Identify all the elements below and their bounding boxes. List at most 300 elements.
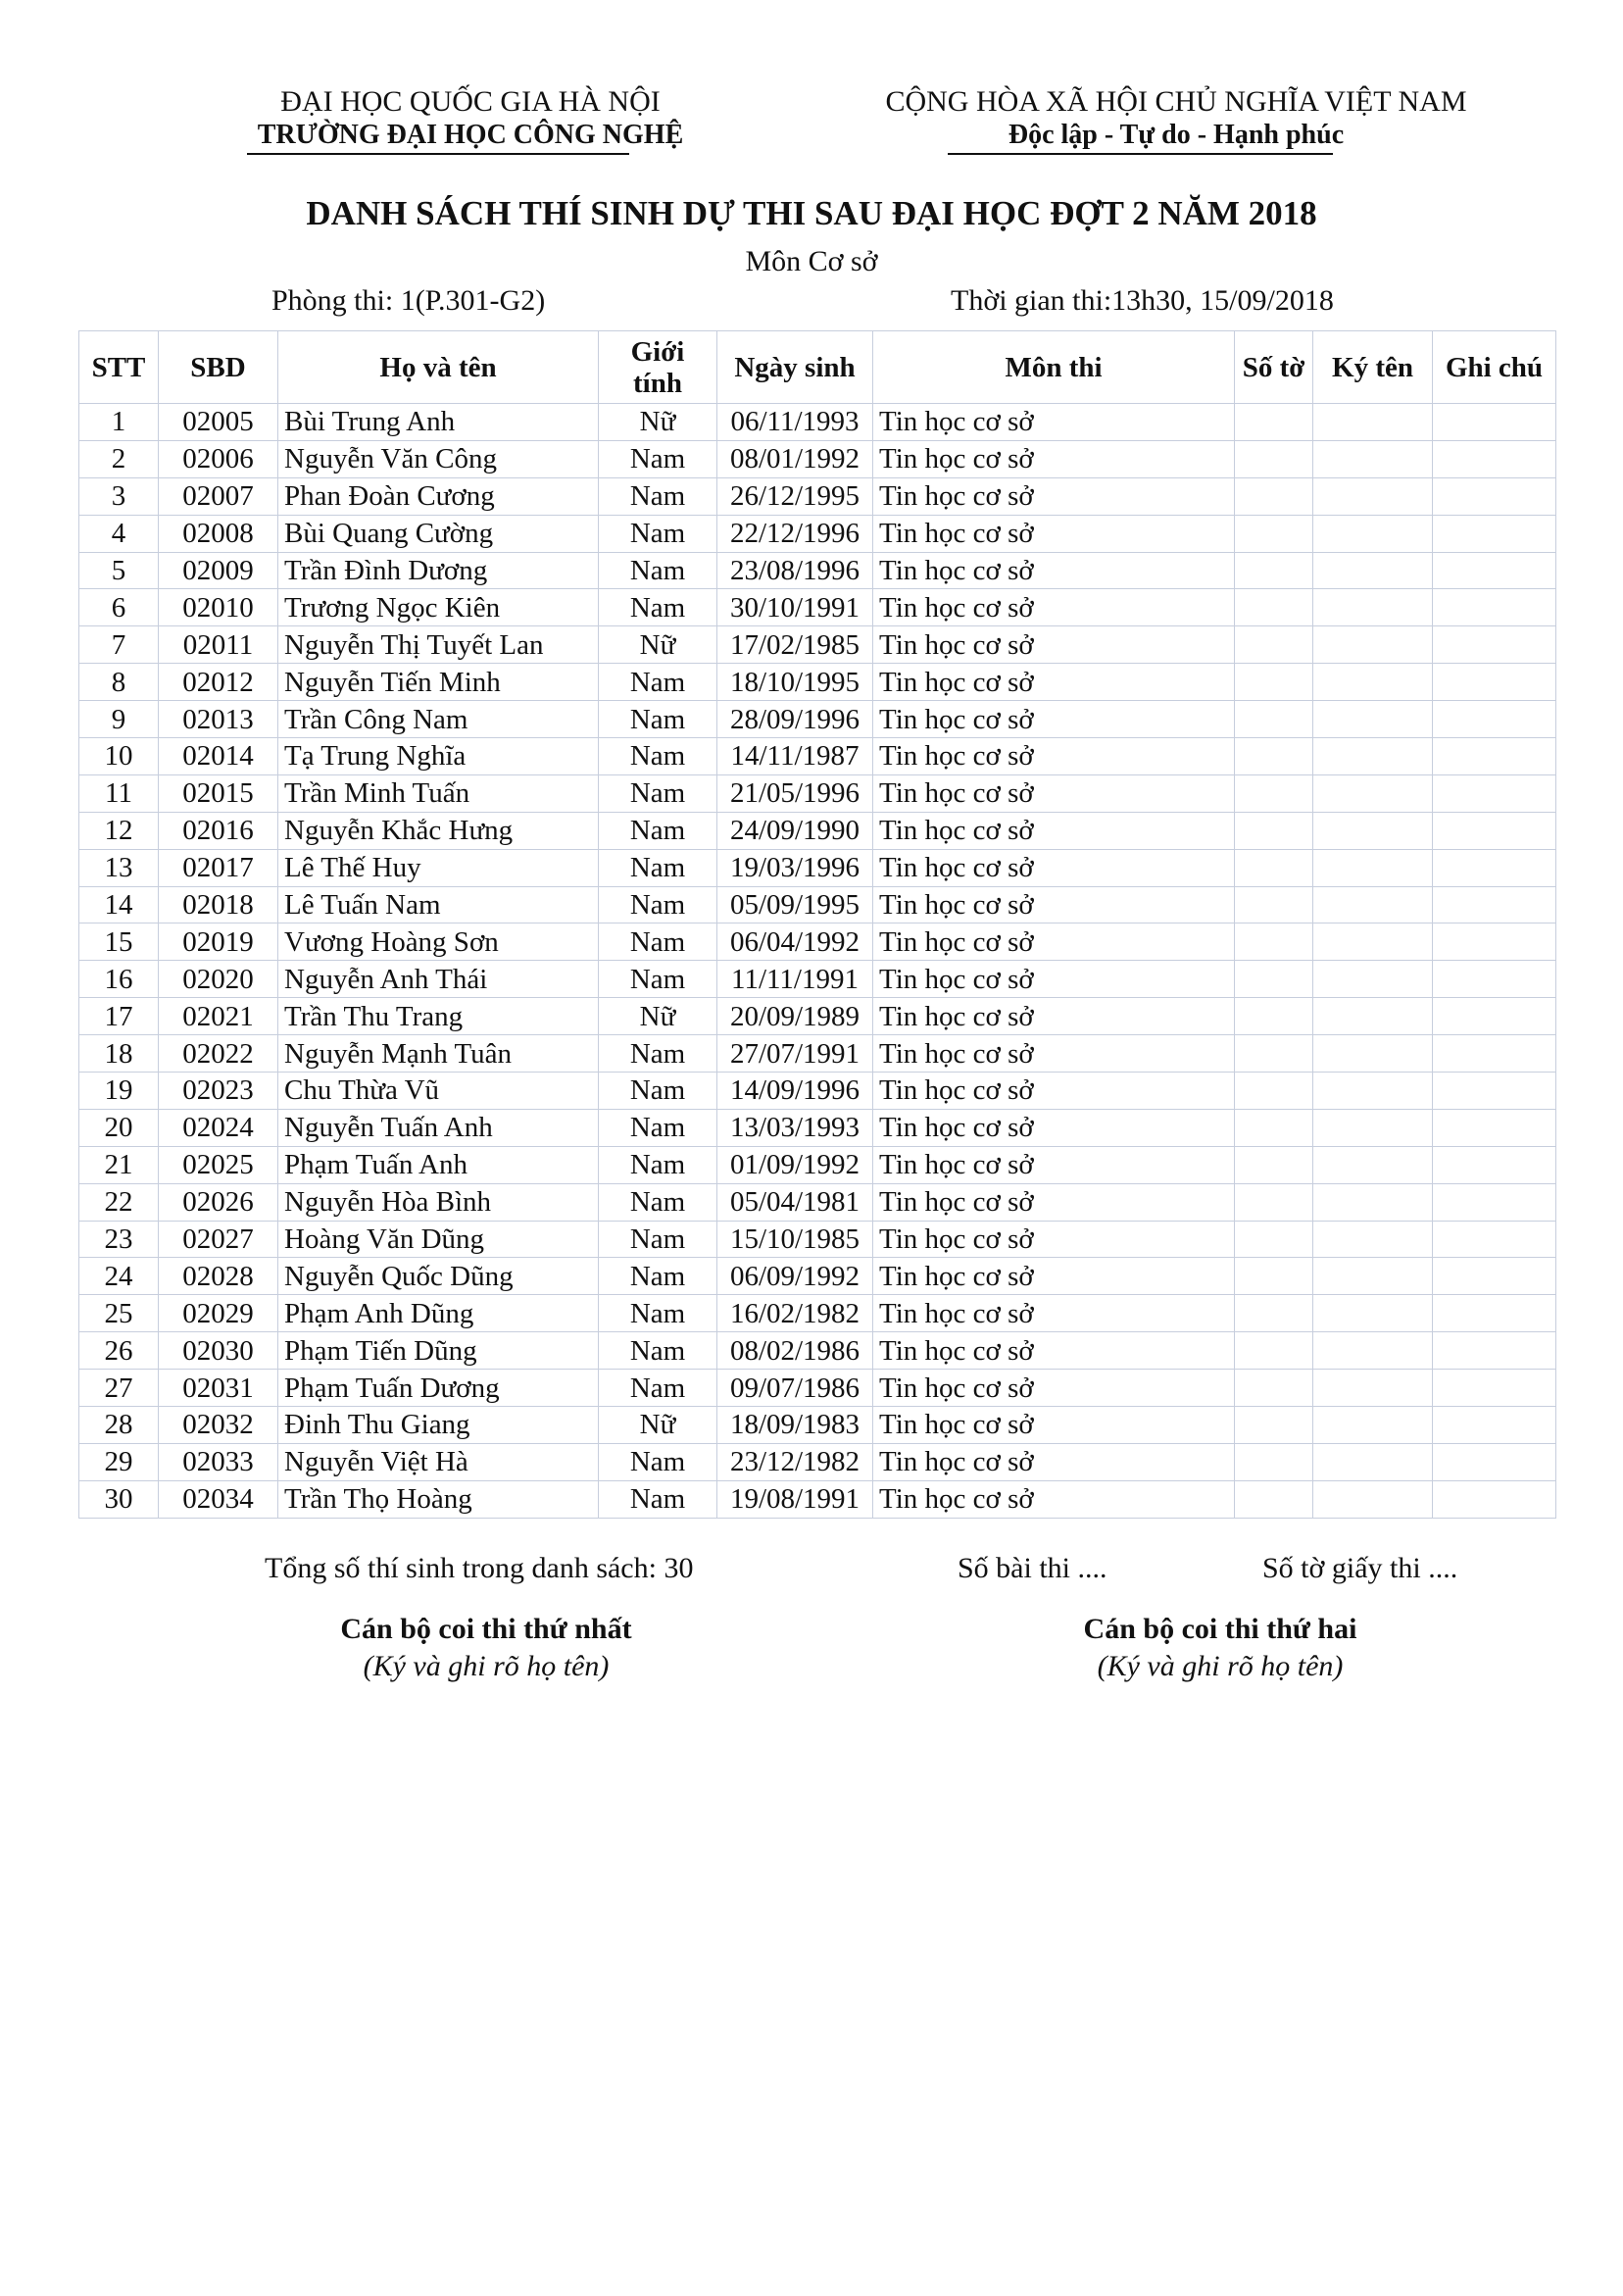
cell-sbd: 02029 bbox=[159, 1295, 278, 1332]
cell-subject: Tin học cơ sở bbox=[873, 1183, 1235, 1221]
cell-stt: 18 bbox=[79, 1035, 159, 1073]
cell-sheets bbox=[1235, 998, 1313, 1035]
cell-name: Nguyễn Tiến Minh bbox=[278, 664, 599, 701]
cell-sbd: 02034 bbox=[159, 1480, 278, 1518]
candidate-table bbox=[78, 330, 1556, 1519]
cell-name: Phạm Anh Dũng bbox=[278, 1295, 599, 1332]
cell-signature bbox=[1313, 738, 1433, 775]
cell-name: Lê Tuấn Nam bbox=[278, 886, 599, 923]
cell-birthdate: 23/12/1982 bbox=[717, 1443, 873, 1480]
cell-stt: 15 bbox=[79, 923, 159, 961]
cell-subject: Tin học cơ sở bbox=[873, 812, 1235, 849]
cell-subject: Tin học cơ sở bbox=[873, 515, 1235, 552]
cell-signature bbox=[1313, 1073, 1433, 1110]
cell-signature bbox=[1313, 1109, 1433, 1146]
cell-sbd: 02013 bbox=[159, 701, 278, 738]
cell-stt: 17 bbox=[79, 998, 159, 1035]
cell-gender: Nam bbox=[599, 1443, 717, 1480]
cell-gender: Nam bbox=[599, 1480, 717, 1518]
table-row bbox=[79, 1073, 1556, 1110]
cell-subject: Tin học cơ sở bbox=[873, 849, 1235, 886]
cell-signature bbox=[1313, 589, 1433, 626]
cell-note bbox=[1433, 515, 1556, 552]
cell-subject: Tin học cơ sở bbox=[873, 626, 1235, 664]
cell-name: Nguyễn Tuấn Anh bbox=[278, 1109, 599, 1146]
nation-motto: Độc lập - Tự do - Hạnh phúc bbox=[1008, 120, 1345, 150]
cell-sheets bbox=[1235, 626, 1313, 664]
cell-gender: Nam bbox=[599, 1073, 717, 1110]
cell-name: Vương Hoàng Sơn bbox=[278, 923, 599, 961]
col-header-name: Họ và tên bbox=[278, 331, 599, 404]
cell-birthdate: 13/03/1993 bbox=[717, 1109, 873, 1146]
cell-signature bbox=[1313, 849, 1433, 886]
cell-note bbox=[1433, 774, 1556, 812]
cell-note bbox=[1433, 1146, 1556, 1183]
cell-stt: 3 bbox=[79, 477, 159, 515]
proctor2-note: (Ký và ghi rõ họ tên) bbox=[1097, 1650, 1344, 1682]
table-row bbox=[79, 1146, 1556, 1183]
cell-birthdate: 11/11/1991 bbox=[717, 961, 873, 998]
table-row bbox=[79, 1258, 1556, 1295]
table-row bbox=[79, 1407, 1556, 1444]
table-row bbox=[79, 961, 1556, 998]
cell-sheets bbox=[1235, 1109, 1313, 1146]
cell-stt: 8 bbox=[79, 664, 159, 701]
cell-sbd: 02030 bbox=[159, 1332, 278, 1370]
cell-sbd: 02019 bbox=[159, 923, 278, 961]
col-header-subject: Môn thi bbox=[873, 331, 1235, 404]
cell-name: Nguyễn Việt Hà bbox=[278, 1443, 599, 1480]
cell-sheets bbox=[1235, 552, 1313, 589]
cell-birthdate: 28/09/1996 bbox=[717, 701, 873, 738]
cell-sbd: 02009 bbox=[159, 552, 278, 589]
table-row bbox=[79, 1221, 1556, 1258]
cell-subject: Tin học cơ sở bbox=[873, 1035, 1235, 1073]
cell-birthdate: 05/09/1995 bbox=[717, 886, 873, 923]
cell-name: Hoàng Văn Dũng bbox=[278, 1221, 599, 1258]
cell-gender: Nữ bbox=[599, 1407, 717, 1444]
cell-signature bbox=[1313, 552, 1433, 589]
cell-gender: Nam bbox=[599, 1258, 717, 1295]
cell-subject: Tin học cơ sở bbox=[873, 1480, 1235, 1518]
cell-birthdate: 08/01/1992 bbox=[717, 440, 873, 477]
cell-sbd: 02032 bbox=[159, 1407, 278, 1444]
table-row bbox=[79, 664, 1556, 701]
cell-birthdate: 19/03/1996 bbox=[717, 849, 873, 886]
cell-note bbox=[1433, 1183, 1556, 1221]
cell-sbd: 02027 bbox=[159, 1221, 278, 1258]
cell-gender: Nữ bbox=[599, 404, 717, 441]
cell-note bbox=[1433, 664, 1556, 701]
cell-signature bbox=[1313, 1443, 1433, 1480]
cell-note bbox=[1433, 1332, 1556, 1370]
cell-stt: 6 bbox=[79, 589, 159, 626]
faculty-name: TRƯỜNG ĐẠI HỌC CÔNG NGHỆ bbox=[257, 120, 684, 150]
cell-gender: Nam bbox=[599, 1109, 717, 1146]
cell-signature bbox=[1313, 664, 1433, 701]
table-row bbox=[79, 886, 1556, 923]
cell-gender: Nam bbox=[599, 849, 717, 886]
cell-name: Nguyễn Anh Thái bbox=[278, 961, 599, 998]
cell-note bbox=[1433, 477, 1556, 515]
cell-note bbox=[1433, 1295, 1556, 1332]
cell-name: Trần Minh Tuấn bbox=[278, 774, 599, 812]
cell-subject: Tin học cơ sở bbox=[873, 1443, 1235, 1480]
cell-birthdate: 08/02/1986 bbox=[717, 1332, 873, 1370]
cell-stt: 19 bbox=[79, 1073, 159, 1110]
cell-subject: Tin học cơ sở bbox=[873, 701, 1235, 738]
cell-signature bbox=[1313, 404, 1433, 441]
cell-name: Trần Công Nam bbox=[278, 701, 599, 738]
table-row bbox=[79, 1295, 1556, 1332]
table-row bbox=[79, 552, 1556, 589]
cell-sheets bbox=[1235, 774, 1313, 812]
cell-birthdate: 23/08/1996 bbox=[717, 552, 873, 589]
cell-subject: Tin học cơ sở bbox=[873, 1332, 1235, 1370]
cell-signature bbox=[1313, 1035, 1433, 1073]
paper-count: Số bài thi .... bbox=[958, 1552, 1107, 1584]
cell-name: Trần Thọ Hoàng bbox=[278, 1480, 599, 1518]
cell-sheets bbox=[1235, 738, 1313, 775]
sheet-count: Số tờ giấy thi .... bbox=[1262, 1552, 1458, 1584]
cell-birthdate: 30/10/1991 bbox=[717, 589, 873, 626]
cell-subject: Tin học cơ sở bbox=[873, 886, 1235, 923]
cell-stt: 28 bbox=[79, 1407, 159, 1444]
table-row bbox=[79, 626, 1556, 664]
cell-sbd: 02007 bbox=[159, 477, 278, 515]
cell-note bbox=[1433, 923, 1556, 961]
cell-stt: 30 bbox=[79, 1480, 159, 1518]
cell-sheets bbox=[1235, 515, 1313, 552]
cell-birthdate: 24/09/1990 bbox=[717, 812, 873, 849]
cell-sheets bbox=[1235, 961, 1313, 998]
col-header-sheets: Số tờ bbox=[1235, 331, 1313, 404]
cell-name: Nguyễn Văn Công bbox=[278, 440, 599, 477]
cell-signature bbox=[1313, 998, 1433, 1035]
nation-title: CỘNG HÒA XÃ HỘI CHỦ NGHĨA VIỆT NAM bbox=[885, 85, 1467, 118]
cell-signature bbox=[1313, 1258, 1433, 1295]
cell-gender: Nam bbox=[599, 477, 717, 515]
cell-sbd: 02026 bbox=[159, 1183, 278, 1221]
cell-birthdate: 15/10/1985 bbox=[717, 1221, 873, 1258]
cell-sheets bbox=[1235, 1258, 1313, 1295]
cell-sheets bbox=[1235, 664, 1313, 701]
cell-signature bbox=[1313, 961, 1433, 998]
cell-signature bbox=[1313, 440, 1433, 477]
cell-subject: Tin học cơ sở bbox=[873, 738, 1235, 775]
cell-stt: 27 bbox=[79, 1370, 159, 1407]
cell-birthdate: 22/12/1996 bbox=[717, 515, 873, 552]
cell-note bbox=[1433, 1221, 1556, 1258]
cell-gender: Nam bbox=[599, 1370, 717, 1407]
cell-gender: Nam bbox=[599, 1035, 717, 1073]
cell-sheets bbox=[1235, 1073, 1313, 1110]
table-row bbox=[79, 738, 1556, 775]
cell-gender: Nam bbox=[599, 1295, 717, 1332]
cell-name: Nguyễn Thị Tuyết Lan bbox=[278, 626, 599, 664]
cell-sbd: 02020 bbox=[159, 961, 278, 998]
cell-signature bbox=[1313, 812, 1433, 849]
cell-sbd: 02024 bbox=[159, 1109, 278, 1146]
document-subtitle: Môn Cơ sở bbox=[745, 245, 878, 277]
university-name: ĐẠI HỌC QUỐC GIA HÀ NỘI bbox=[280, 85, 661, 118]
cell-birthdate: 18/09/1983 bbox=[717, 1407, 873, 1444]
cell-name: Trần Đình Dương bbox=[278, 552, 599, 589]
cell-note bbox=[1433, 1443, 1556, 1480]
cell-gender: Nam bbox=[599, 961, 717, 998]
cell-subject: Tin học cơ sở bbox=[873, 477, 1235, 515]
cell-sheets bbox=[1235, 1183, 1313, 1221]
cell-sheets bbox=[1235, 1146, 1313, 1183]
cell-name: Đinh Thu Giang bbox=[278, 1407, 599, 1444]
cell-gender: Nam bbox=[599, 589, 717, 626]
cell-sheets bbox=[1235, 1370, 1313, 1407]
cell-note bbox=[1433, 404, 1556, 441]
cell-note bbox=[1433, 1370, 1556, 1407]
cell-birthdate: 26/12/1995 bbox=[717, 477, 873, 515]
cell-sheets bbox=[1235, 1443, 1313, 1480]
cell-stt: 25 bbox=[79, 1295, 159, 1332]
table-row bbox=[79, 1183, 1556, 1221]
table-row bbox=[79, 404, 1556, 441]
table-row bbox=[79, 1035, 1556, 1073]
cell-note bbox=[1433, 1407, 1556, 1444]
cell-stt: 2 bbox=[79, 440, 159, 477]
cell-sbd: 02008 bbox=[159, 515, 278, 552]
cell-sbd: 02005 bbox=[159, 404, 278, 441]
cell-note bbox=[1433, 1035, 1556, 1073]
cell-stt: 23 bbox=[79, 1221, 159, 1258]
cell-sbd: 02010 bbox=[159, 589, 278, 626]
cell-note bbox=[1433, 552, 1556, 589]
cell-subject: Tin học cơ sở bbox=[873, 1295, 1235, 1332]
cell-gender: Nam bbox=[599, 774, 717, 812]
cell-stt: 9 bbox=[79, 701, 159, 738]
faculty-underline bbox=[247, 153, 629, 155]
cell-sheets bbox=[1235, 886, 1313, 923]
cell-signature bbox=[1313, 1295, 1433, 1332]
table-header-row bbox=[79, 331, 1556, 404]
table-row bbox=[79, 1332, 1556, 1370]
cell-name: Nguyễn Quốc Dũng bbox=[278, 1258, 599, 1295]
cell-gender: Nam bbox=[599, 1332, 717, 1370]
cell-stt: 10 bbox=[79, 738, 159, 775]
cell-name: Trần Thu Trang bbox=[278, 998, 599, 1035]
cell-note bbox=[1433, 961, 1556, 998]
cell-subject: Tin học cơ sở bbox=[873, 1073, 1235, 1110]
cell-birthdate: 14/09/1996 bbox=[717, 1073, 873, 1110]
cell-birthdate: 05/04/1981 bbox=[717, 1183, 873, 1221]
cell-birthdate: 06/04/1992 bbox=[717, 923, 873, 961]
col-header-sbd: SBD bbox=[159, 331, 278, 404]
cell-gender: Nữ bbox=[599, 626, 717, 664]
cell-gender: Nam bbox=[599, 886, 717, 923]
cell-birthdate: 01/09/1992 bbox=[717, 1146, 873, 1183]
cell-subject: Tin học cơ sở bbox=[873, 961, 1235, 998]
cell-subject: Tin học cơ sở bbox=[873, 664, 1235, 701]
cell-subject: Tin học cơ sở bbox=[873, 1370, 1235, 1407]
cell-gender: Nam bbox=[599, 812, 717, 849]
cell-gender: Nam bbox=[599, 515, 717, 552]
cell-name: Phạm Tiến Dũng bbox=[278, 1332, 599, 1370]
table-row bbox=[79, 923, 1556, 961]
exam-room: Phòng thi: 1(P.301-G2) bbox=[271, 284, 546, 317]
table-row bbox=[79, 849, 1556, 886]
cell-note bbox=[1433, 886, 1556, 923]
cell-birthdate: 19/08/1991 bbox=[717, 1480, 873, 1518]
cell-sbd: 02017 bbox=[159, 849, 278, 886]
cell-stt: 5 bbox=[79, 552, 159, 589]
cell-sheets bbox=[1235, 923, 1313, 961]
cell-subject: Tin học cơ sở bbox=[873, 774, 1235, 812]
col-header-signature: Ký tên bbox=[1313, 331, 1433, 404]
cell-sbd: 02031 bbox=[159, 1370, 278, 1407]
cell-stt: 11 bbox=[79, 774, 159, 812]
table-row bbox=[79, 1443, 1556, 1480]
cell-signature bbox=[1313, 701, 1433, 738]
cell-signature bbox=[1313, 886, 1433, 923]
cell-stt: 22 bbox=[79, 1183, 159, 1221]
cell-note bbox=[1433, 626, 1556, 664]
cell-note bbox=[1433, 440, 1556, 477]
col-header-stt: STT bbox=[79, 331, 159, 404]
cell-gender: Nam bbox=[599, 1183, 717, 1221]
cell-stt: 14 bbox=[79, 886, 159, 923]
table-row bbox=[79, 998, 1556, 1035]
cell-name: Nguyễn Mạnh Tuân bbox=[278, 1035, 599, 1073]
cell-sbd: 02014 bbox=[159, 738, 278, 775]
cell-name: Trương Ngọc Kiên bbox=[278, 589, 599, 626]
cell-name: Bùi Quang Cường bbox=[278, 515, 599, 552]
table-row bbox=[79, 477, 1556, 515]
cell-birthdate: 06/11/1993 bbox=[717, 404, 873, 441]
cell-gender: Nam bbox=[599, 440, 717, 477]
cell-sheets bbox=[1235, 1295, 1313, 1332]
cell-sheets bbox=[1235, 1332, 1313, 1370]
cell-subject: Tin học cơ sở bbox=[873, 552, 1235, 589]
table-row bbox=[79, 1370, 1556, 1407]
cell-signature bbox=[1313, 1407, 1433, 1444]
cell-stt: 21 bbox=[79, 1146, 159, 1183]
cell-birthdate: 06/09/1992 bbox=[717, 1258, 873, 1295]
cell-signature bbox=[1313, 1480, 1433, 1518]
cell-name: Bùi Trung Anh bbox=[278, 404, 599, 441]
cell-note bbox=[1433, 738, 1556, 775]
cell-subject: Tin học cơ sở bbox=[873, 923, 1235, 961]
cell-stt: 24 bbox=[79, 1258, 159, 1295]
cell-signature bbox=[1313, 1332, 1433, 1370]
cell-stt: 20 bbox=[79, 1109, 159, 1146]
table-row bbox=[79, 1109, 1556, 1146]
cell-sbd: 02012 bbox=[159, 664, 278, 701]
cell-sbd: 02022 bbox=[159, 1035, 278, 1073]
cell-sheets bbox=[1235, 1480, 1313, 1518]
cell-signature bbox=[1313, 1221, 1433, 1258]
proctor1-title: Cán bộ coi thi thứ nhất bbox=[340, 1613, 632, 1645]
cell-stt: 16 bbox=[79, 961, 159, 998]
cell-signature bbox=[1313, 774, 1433, 812]
table-row bbox=[79, 701, 1556, 738]
cell-gender: Nam bbox=[599, 664, 717, 701]
cell-stt: 26 bbox=[79, 1332, 159, 1370]
cell-birthdate: 21/05/1996 bbox=[717, 774, 873, 812]
proctor2-title: Cán bộ coi thi thứ hai bbox=[1083, 1613, 1357, 1645]
cell-note bbox=[1433, 589, 1556, 626]
cell-sheets bbox=[1235, 812, 1313, 849]
table-row bbox=[79, 774, 1556, 812]
cell-stt: 7 bbox=[79, 626, 159, 664]
cell-subject: Tin học cơ sở bbox=[873, 998, 1235, 1035]
cell-note bbox=[1433, 701, 1556, 738]
cell-birthdate: 18/10/1995 bbox=[717, 664, 873, 701]
cell-birthdate: 16/02/1982 bbox=[717, 1295, 873, 1332]
table-row bbox=[79, 440, 1556, 477]
cell-sheets bbox=[1235, 440, 1313, 477]
table-row bbox=[79, 1480, 1556, 1518]
cell-note bbox=[1433, 1109, 1556, 1146]
cell-name: Tạ Trung Nghĩa bbox=[278, 738, 599, 775]
cell-birthdate: 09/07/1986 bbox=[717, 1370, 873, 1407]
cell-gender: Nam bbox=[599, 701, 717, 738]
cell-sheets bbox=[1235, 701, 1313, 738]
cell-birthdate: 20/09/1989 bbox=[717, 998, 873, 1035]
cell-gender: Nam bbox=[599, 923, 717, 961]
cell-sbd: 02025 bbox=[159, 1146, 278, 1183]
total-candidates: Tổng số thí sinh trong danh sách: 30 bbox=[265, 1552, 694, 1584]
cell-birthdate: 17/02/1985 bbox=[717, 626, 873, 664]
cell-sheets bbox=[1235, 477, 1313, 515]
cell-gender: Nam bbox=[599, 552, 717, 589]
cell-birthdate: 27/07/1991 bbox=[717, 1035, 873, 1073]
cell-stt: 12 bbox=[79, 812, 159, 849]
cell-sbd: 02016 bbox=[159, 812, 278, 849]
cell-sbd: 02006 bbox=[159, 440, 278, 477]
cell-note bbox=[1433, 998, 1556, 1035]
cell-note bbox=[1433, 1258, 1556, 1295]
cell-gender: Nữ bbox=[599, 998, 717, 1035]
cell-subject: Tin học cơ sở bbox=[873, 1258, 1235, 1295]
cell-subject: Tin học cơ sở bbox=[873, 440, 1235, 477]
cell-sbd: 02021 bbox=[159, 998, 278, 1035]
cell-sheets bbox=[1235, 404, 1313, 441]
cell-subject: Tin học cơ sở bbox=[873, 1221, 1235, 1258]
cell-name: Chu Thừa Vũ bbox=[278, 1073, 599, 1110]
cell-name: Phạm Tuấn Dương bbox=[278, 1370, 599, 1407]
cell-subject: Tin học cơ sở bbox=[873, 1146, 1235, 1183]
cell-name: Nguyễn Khắc Hưng bbox=[278, 812, 599, 849]
cell-note bbox=[1433, 812, 1556, 849]
cell-name: Nguyễn Hòa Bình bbox=[278, 1183, 599, 1221]
motto-underline bbox=[948, 153, 1333, 155]
cell-name: Phạm Tuấn Anh bbox=[278, 1146, 599, 1183]
cell-sbd: 02011 bbox=[159, 626, 278, 664]
cell-sheets bbox=[1235, 589, 1313, 626]
cell-note bbox=[1433, 849, 1556, 886]
cell-stt: 1 bbox=[79, 404, 159, 441]
cell-note bbox=[1433, 1480, 1556, 1518]
cell-subject: Tin học cơ sở bbox=[873, 1109, 1235, 1146]
cell-signature bbox=[1313, 626, 1433, 664]
table-row bbox=[79, 515, 1556, 552]
exam-time: Thời gian thi:13h30, 15/09/2018 bbox=[951, 284, 1334, 317]
cell-gender: Nam bbox=[599, 738, 717, 775]
cell-stt: 29 bbox=[79, 1443, 159, 1480]
cell-birthdate: 14/11/1987 bbox=[717, 738, 873, 775]
cell-subject: Tin học cơ sở bbox=[873, 404, 1235, 441]
cell-subject: Tin học cơ sở bbox=[873, 589, 1235, 626]
cell-sheets bbox=[1235, 1035, 1313, 1073]
table-row bbox=[79, 589, 1556, 626]
